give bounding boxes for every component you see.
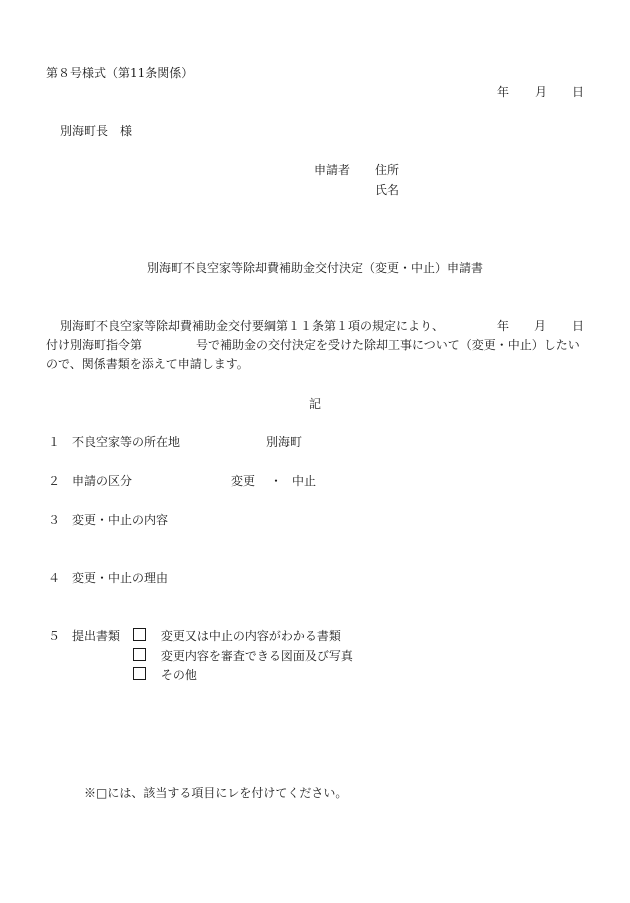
doc-option-1-label: 変更又は中止の内容がわかる書類 <box>160 629 341 643</box>
body-line2-rest: 号で補助金の交付決定を受けた除却工事について（変更・中止）したい <box>196 338 580 352</box>
body-paragraph <box>46 317 586 374</box>
form-number: 第８号様式（第11条関係） <box>46 66 194 80</box>
applicant-name-label: 氏名 <box>375 183 400 197</box>
applicant-address-label: 住所 <box>375 163 400 177</box>
item4-label: 変更・中止の理由 <box>72 571 169 585</box>
item1-value: 別海町 <box>266 435 303 449</box>
item4-number: ４ <box>48 571 61 585</box>
body-line1-year: 年 <box>497 319 510 333</box>
body-line1-day: 日 <box>572 319 585 333</box>
body-line1-month: 月 <box>534 319 547 333</box>
applicant-label: 申請者 <box>314 163 351 177</box>
checkbox-icon[interactable] <box>133 648 146 661</box>
body-line-2 <box>46 336 586 355</box>
item2-label: 申請の区分 <box>72 474 133 488</box>
date-month-label: 月 <box>535 85 548 99</box>
item1-label: 不良空家等の所在地 <box>72 435 181 449</box>
body-line2-start: 付け別海町指令第 <box>46 338 143 352</box>
body-line-3 <box>46 355 586 374</box>
body-line1-text: 別海町不良空家等除却費補助金交付要綱第１１条第１項の規定により、 <box>60 319 445 333</box>
item2-number: ２ <box>48 474 61 488</box>
item5-number: ５ <box>48 629 61 643</box>
item1-number: １ <box>48 435 61 449</box>
document-title: 別海町不良空家等除却費補助金交付決定（変更・中止）申請書 <box>146 261 483 275</box>
item3-number: ３ <box>48 513 61 527</box>
doc-option-3-label: その他 <box>160 668 197 682</box>
item2-option-change: 変更 <box>231 474 256 488</box>
checkbox-icon[interactable] <box>133 667 146 680</box>
item2-option-cancel: 中止 <box>292 474 317 488</box>
item2-separator: ・ <box>270 474 283 488</box>
checkbox-icon[interactable] <box>133 628 146 641</box>
doc-option-2-label: 変更内容を審査できる図面及び写真 <box>160 649 353 663</box>
item5-label: 提出書類 <box>72 629 121 643</box>
body-line-1 <box>46 317 586 336</box>
item3-label: 変更・中止の内容 <box>72 513 169 527</box>
ki-heading: 記 <box>309 397 322 411</box>
addressee: 別海町長 様 <box>60 124 133 138</box>
doc-option-2[interactable] <box>133 648 353 664</box>
date-year-label: 年 <box>497 85 510 99</box>
doc-option-3[interactable] <box>133 667 197 683</box>
body-line3-text: ので、関係書類を添えて申請します。 <box>46 357 249 371</box>
footnote: ※□には、該当する項目にレを付けてください。 <box>84 786 348 800</box>
date-day-label: 日 <box>572 85 585 99</box>
doc-option-1[interactable] <box>133 628 341 644</box>
